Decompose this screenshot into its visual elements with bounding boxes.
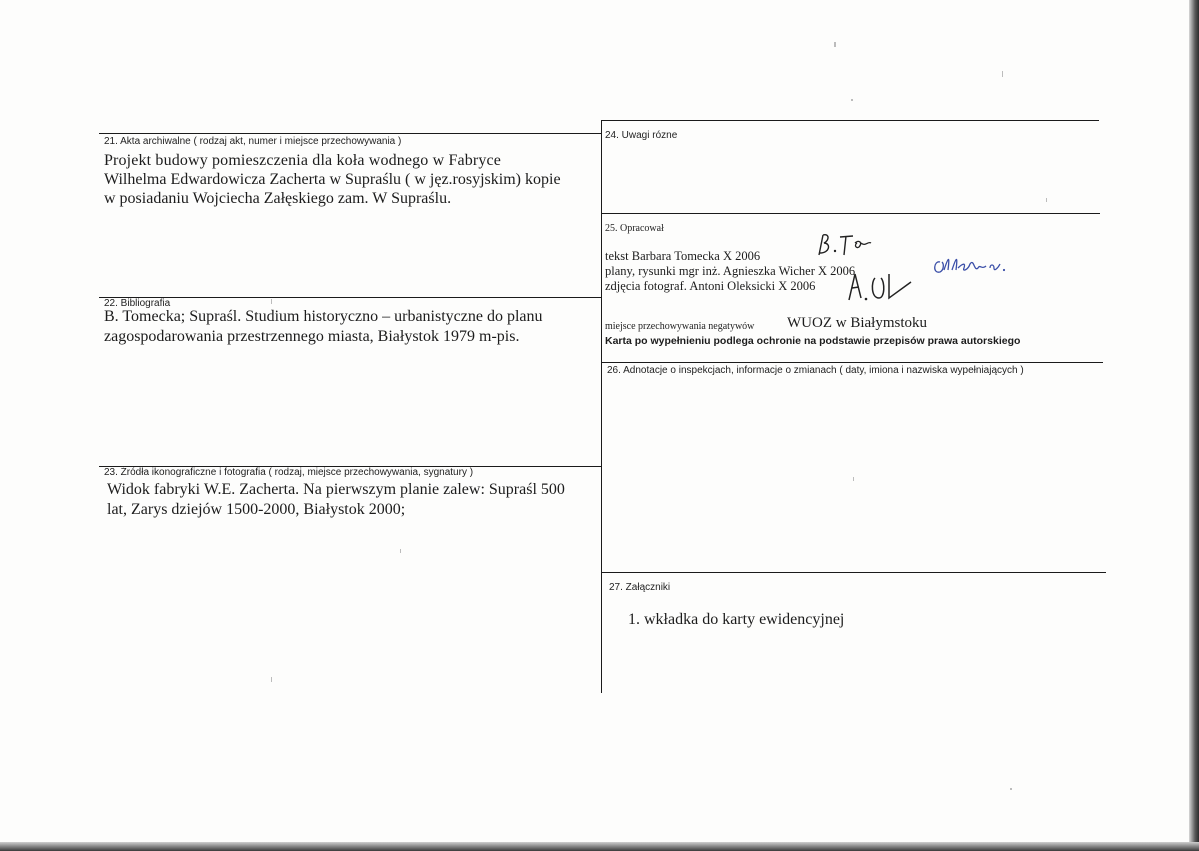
section-22-line: B. Tomecka; Supraśl. Studium historyczno – urbanistyczne do planu [104, 308, 543, 325]
author-photos-line: zdjęcia fotograf. Antoni Oleksicki X 2006 [605, 279, 816, 293]
signature-plans-author [930, 252, 1010, 278]
author-text-line: tekst Barbara Tomecka X 2006 [605, 249, 761, 263]
top-rule-left [99, 133, 601, 134]
scan-speck [1010, 788, 1012, 790]
scan-speck [1046, 198, 1047, 202]
rule-27 [601, 572, 1106, 573]
attachment-item: 1. wkładka do karty ewidencyjnej [628, 611, 845, 628]
scan-speck [1002, 71, 1003, 77]
section-22-label: 22. Bibliografia [104, 298, 171, 309]
scan-edge-bottom [0, 842, 1199, 851]
scan-speck [851, 99, 853, 101]
section-21-line: w posiadaniu Wojciecha Załęskiego zam. W Supraślu. [104, 190, 452, 207]
copyright-note: Karta po wypełnieniu podlega ochronie na podstawie przepisów prawa autorskiego [605, 335, 1021, 347]
author-plans-line: plany, rysunki mgr inż. Agnieszka Wicher X 2006 [605, 264, 856, 278]
scan-speck [271, 299, 272, 304]
signature-photos-author [845, 268, 915, 304]
section-21-line: Wilhelma Edwardowicza Zacherta w Supraślu ( w jęz.rosyjskim) kopie [104, 171, 561, 188]
rule-22 [99, 297, 601, 298]
section-23-label: 23. Źródła ikonograficzne i fotografia ( rodzaj, miejsce przechowywania, sygnatury ) [104, 467, 474, 478]
section-22-text [104, 307, 543, 347]
negatives-storage-value: WUOZ w Białymstoku [787, 315, 927, 331]
section-23-text [107, 480, 565, 520]
scan-speck [400, 549, 401, 553]
center-divider [601, 120, 602, 693]
section-21-label: 21. Akta archiwalne ( rodzaj akt, numer i miejsce przechowywania ) [104, 136, 402, 147]
section-27-label: 27. Załączniki [609, 582, 671, 593]
section-24-label: 24. Uwagi rózne [605, 130, 678, 141]
scan-edge-right [1189, 0, 1199, 851]
section-21-line: Projekt budowy pomieszczenia dla koła wodnego w Fabryce [104, 152, 502, 169]
rule-26 [601, 362, 1103, 363]
negatives-storage-label: miejsce przechowywania negatywów [605, 321, 755, 332]
section-23-line: Widok fabryki W.E. Zacherta. Na pierwszym planie zalew: Supraśl 500 [107, 481, 565, 498]
top-rule-right [601, 120, 1099, 121]
rule-25 [601, 213, 1100, 214]
section-22-line: zagospodarowania przestrzennego miasta, Białystok 1979 m-pis. [104, 328, 520, 345]
section-25-label: 25. Opracował [605, 223, 664, 234]
section-26-label: 26. Adnotacje o inspekcjach, informacje o zmianach ( daty, imiona i nazwiska wypełniających ) [607, 365, 1024, 376]
section-23-line: lat, Zarys dziejów 1500-2000, Białystok 2000; [107, 501, 406, 518]
scan-speck [853, 477, 854, 481]
section-21-text [104, 151, 561, 208]
signature-text-author [813, 231, 873, 259]
scan-speck [834, 42, 836, 47]
scan-speck [271, 677, 272, 682]
